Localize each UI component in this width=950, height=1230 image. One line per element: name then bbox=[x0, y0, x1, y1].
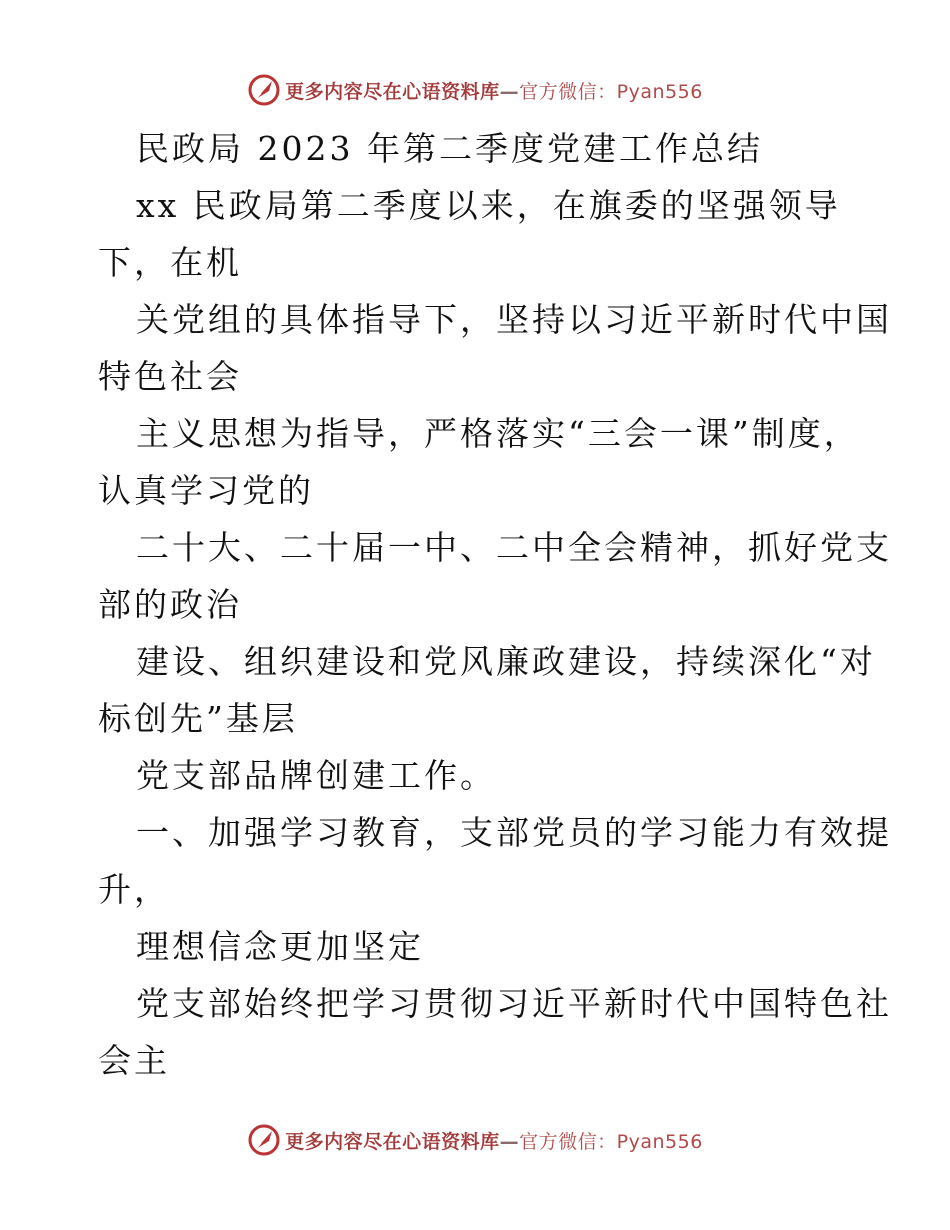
document-line: 党支部品牌创建工作。 bbox=[136, 756, 496, 795]
document-body bbox=[98, 120, 892, 1089]
document-line: 会主 bbox=[98, 1041, 170, 1080]
document-line: xx 民政局第二季度以来，在旗委的坚强领导 bbox=[136, 186, 841, 225]
watermark-text: 更多内容尽在心语资料库—官方微信：Pyan556 bbox=[285, 1130, 703, 1153]
document-line: 部的政治 bbox=[98, 585, 242, 624]
document-line: 认真学习党的 bbox=[98, 471, 314, 510]
document-line: 升， bbox=[98, 870, 170, 909]
document-line: 理想信念更加坚定 bbox=[136, 927, 424, 966]
document-line: 关党组的具体指导下，坚持以习近平新时代中国 bbox=[136, 300, 892, 339]
document-line: 一、加强学习教育，支部党员的学习能力有效提 bbox=[136, 813, 892, 852]
document-line: 民政局 2023 年第二季度党建工作总结 bbox=[136, 129, 763, 168]
document-line: 二十大、二十届一中、二中全会精神，抓好党支 bbox=[136, 528, 892, 567]
quill-logo-icon bbox=[247, 73, 281, 107]
document-line: 下，在机 bbox=[98, 243, 242, 282]
document-line: 标创先”基层 bbox=[98, 699, 298, 738]
quill-logo-icon bbox=[247, 1123, 281, 1157]
footer-watermark bbox=[0, 1120, 950, 1160]
document-line: 主义思想为指导，严格落实“三会一课”制度， bbox=[136, 414, 860, 453]
document-line: 建设、组织建设和党风廉政建设，持续深化“对 bbox=[136, 642, 876, 681]
header-watermark bbox=[0, 70, 950, 110]
document-line: 特色社会 bbox=[98, 357, 242, 396]
watermark-text: 更多内容尽在心语资料库—官方微信：Pyan556 bbox=[285, 80, 703, 103]
document-line: 党支部始终把学习贯彻习近平新时代中国特色社 bbox=[136, 984, 892, 1023]
